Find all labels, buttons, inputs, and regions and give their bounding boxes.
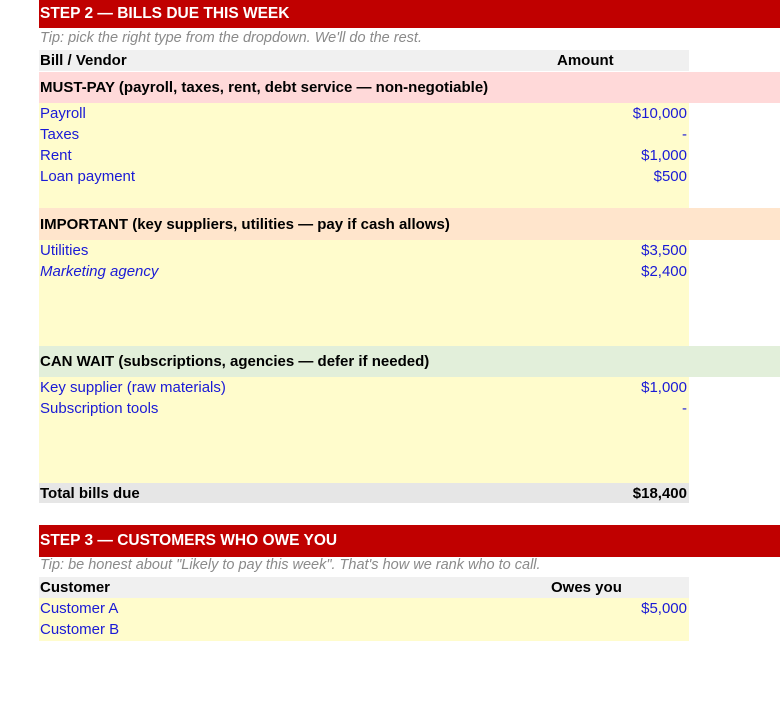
customer-items	[39, 598, 689, 641]
bill-name[interactable]: Utilities	[40, 242, 89, 259]
customer-amount[interactable]: $5,000	[641, 600, 687, 617]
step2-tip: Tip: pick the right type from the dropdown. We'll do the rest.	[40, 30, 422, 46]
total-bills-label: Total bills due	[40, 484, 140, 502]
can-wait-label: CAN WAIT (subscriptions, agencies — defer if needed)	[40, 353, 430, 370]
customer-name[interactable]: Customer A	[40, 600, 119, 617]
bill-amount[interactable]: -	[682, 400, 687, 417]
total-bills-row	[39, 483, 689, 503]
bill-row-marketing-agency[interactable]	[39, 261, 689, 282]
bill-name[interactable]: Marketing agency	[40, 263, 159, 280]
must-pay-category	[39, 72, 780, 103]
bill-row-payroll[interactable]	[39, 103, 689, 124]
bill-row-loan-payment[interactable]	[39, 166, 689, 187]
bill-name[interactable]: Subscription tools	[40, 400, 159, 417]
bill-amount[interactable]: $500	[653, 168, 687, 185]
bill-row-key-supplier[interactable]	[39, 377, 689, 398]
customer-row-a[interactable]	[39, 598, 689, 619]
can-wait-category	[39, 346, 780, 377]
must-pay-items	[39, 103, 689, 208]
step3-column-header	[39, 577, 689, 598]
bill-row-rent[interactable]	[39, 145, 689, 166]
col-vendor-header: Bill / Vendor	[40, 52, 127, 69]
bill-row-taxes[interactable]	[39, 124, 689, 145]
step2-column-header	[39, 50, 689, 71]
bill-amount[interactable]: $1,000	[641, 147, 687, 164]
bill-name[interactable]: Rent	[40, 147, 72, 164]
important-items	[39, 240, 689, 346]
bill-amount[interactable]: $3,500	[641, 242, 687, 259]
step3-tip: Tip: be honest about "Likely to pay this week". That's how we rank who to call.	[40, 557, 541, 573]
bill-amount[interactable]: $2,400	[641, 263, 687, 280]
must-pay-label: MUST-PAY (payroll, taxes, rent, debt service — non-negotiable)	[40, 79, 489, 96]
total-bills-value: $18,400	[632, 484, 687, 502]
step2-title: STEP 2 — BILLS DUE THIS WEEK	[40, 5, 290, 22]
bill-amount[interactable]: $10,000	[632, 105, 687, 122]
bill-row-subscription-tools[interactable]	[39, 398, 689, 419]
bill-amount[interactable]: $1,000	[641, 379, 687, 396]
col-owes-header: Owes you	[551, 579, 622, 596]
bill-row-utilities[interactable]	[39, 240, 689, 261]
can-wait-items	[39, 377, 689, 483]
customer-name[interactable]: Customer B	[40, 621, 120, 638]
bill-name[interactable]: Taxes	[40, 126, 80, 143]
bill-name[interactable]: Loan payment	[40, 168, 136, 185]
col-amount-header: Amount	[557, 52, 614, 69]
bill-amount[interactable]: -	[682, 126, 687, 143]
step3-header	[39, 525, 780, 557]
col-customer-header: Customer	[40, 579, 111, 596]
step2-header	[39, 0, 780, 28]
important-category	[39, 208, 780, 240]
bill-name[interactable]: Key supplier (raw materials)	[40, 379, 226, 396]
customer-row-b[interactable]	[39, 619, 689, 640]
bill-name[interactable]: Payroll	[40, 105, 86, 122]
step3-title: STEP 3 — CUSTOMERS WHO OWE YOU	[40, 532, 338, 549]
important-label: IMPORTANT (key suppliers, utilities — pay if cash allows)	[40, 215, 450, 233]
